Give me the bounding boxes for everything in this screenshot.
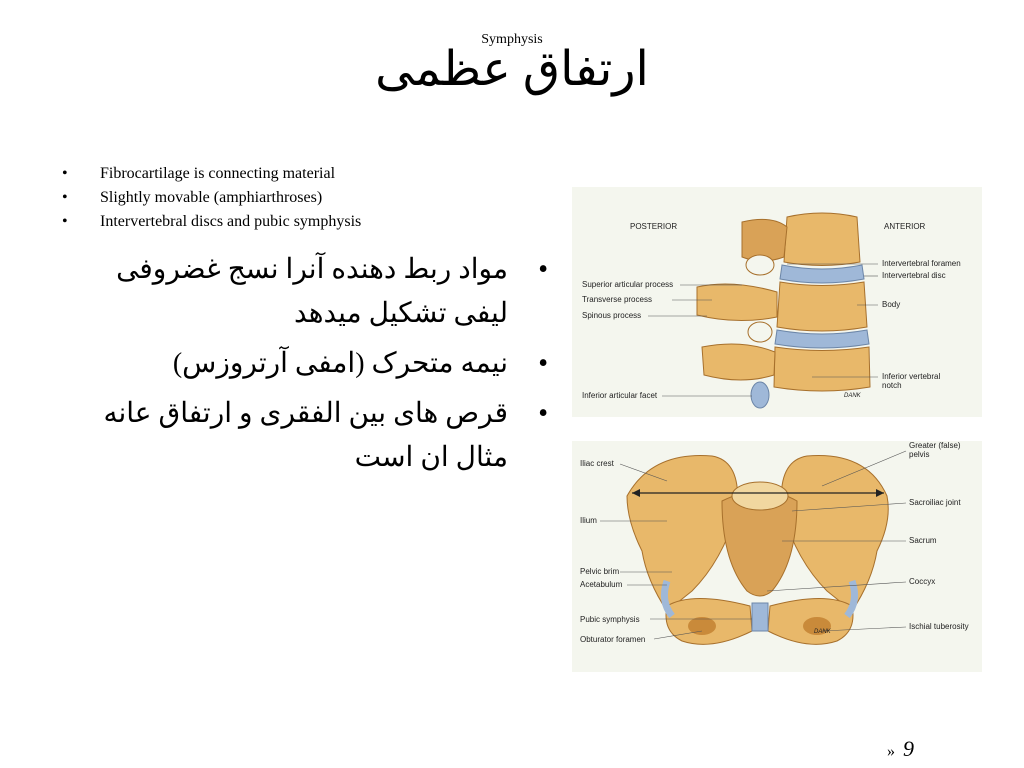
page-number bbox=[887, 736, 914, 762]
spine-label-spinous-process: Spinous process bbox=[582, 311, 642, 320]
pelvis-label-sacrum: Sacrum bbox=[909, 536, 937, 545]
english-bullet-item: • Intervertebral discs and pubic symphysis bbox=[62, 210, 542, 234]
spine-label-intervertebral-foramen: Intervertebral foramen bbox=[882, 259, 961, 268]
spine-illustration bbox=[572, 187, 982, 417]
spine-label-inferior-articular-facet: Inferior articular facet bbox=[582, 391, 658, 400]
english-bullet-list bbox=[62, 162, 542, 234]
spine-label-body: Body bbox=[882, 300, 901, 309]
pelvis-label-obturator-foramen: Obturator foramen bbox=[580, 635, 646, 644]
pelvis-illustration bbox=[572, 441, 982, 672]
spine-label-intervertebral-disc: Intervertebral disc bbox=[882, 271, 946, 280]
pelvis-label-iliac-crest: Iliac crest bbox=[580, 459, 614, 468]
spine-artist-signature: DANK bbox=[844, 393, 861, 399]
page-number-value: 9 bbox=[903, 736, 914, 761]
persian-bullet-item: • مواد ربط دهنده آنرا نسج غضروفی لیفی تشکیل میدهد bbox=[90, 248, 552, 336]
slide-title: ارتفاق عظمی bbox=[375, 43, 649, 96]
spine-orientation-posterior: POSTERIOR bbox=[630, 222, 678, 231]
spine-orientation-anterior: ANTERIOR bbox=[884, 222, 926, 231]
persian-bullet-item: • نیمه متحرک (امفی آرتروزس) bbox=[90, 342, 552, 386]
pelvis-label-acetabulum: Acetabulum bbox=[580, 580, 623, 589]
pelvis-label-sacroiliac-joint: Sacroiliac joint bbox=[909, 498, 961, 507]
pelvis-label-coccyx: Coccyx bbox=[909, 577, 936, 586]
persian-bullet-list bbox=[90, 248, 552, 486]
pelvis-label-pubic-symphysis: Pubic symphysis bbox=[580, 615, 640, 624]
spine-label-inferior-vertebral-notch: Inferior vertebral notch bbox=[882, 372, 941, 390]
pelvis-artist-signature: DANK bbox=[814, 629, 831, 635]
pelvis-label-pelvic-brim: Pelvic brim bbox=[580, 567, 620, 576]
slide-subtitle: Symphysis bbox=[481, 32, 543, 47]
pelvis-label-ilium: Ilium bbox=[580, 516, 597, 525]
english-bullet-item: • Slightly movable (amphiarthroses) bbox=[62, 186, 542, 210]
pelvis-label-ischial-tuberosity: Ischial tuberosity bbox=[909, 622, 969, 631]
spine-label-superior-articular-process: Superior articular process bbox=[582, 280, 674, 289]
persian-bullet-item: • قرص های بین الفقری و ارتفاق عانه مثال ان است bbox=[90, 392, 552, 480]
pelvis-label-greater-false-pelvis: Greater (false) pelvis bbox=[909, 441, 961, 459]
english-bullet-item: • Fibrocartilage is connecting material bbox=[62, 162, 542, 186]
spine-label-transverse-process: Transverse process bbox=[582, 295, 652, 304]
page-marker: » bbox=[887, 743, 895, 760]
